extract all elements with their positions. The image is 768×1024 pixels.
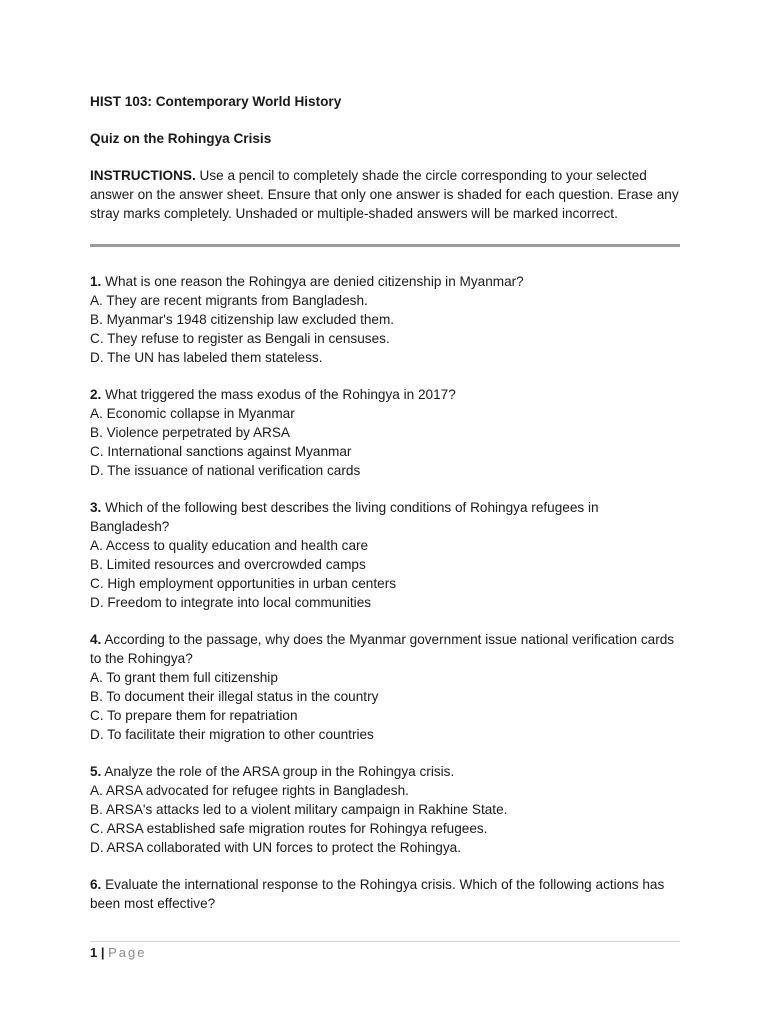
page-footer (90, 944, 147, 962)
answer-option-a: A. Access to quality education and health care (90, 538, 369, 553)
question-number: 4. (90, 632, 102, 647)
question-4 (90, 630, 680, 744)
question-number: 3. (90, 500, 102, 515)
question-6 (90, 875, 680, 913)
quiz-title: Quiz on the Rohingya Crisis (90, 131, 272, 146)
question-stem (90, 272, 680, 291)
question-text: Which of the following best describes the living conditions of Rohingya refugees in Bangladesh? (90, 500, 599, 534)
answer-option-a: A. To grant them full citizenship (90, 670, 278, 685)
answer-option-b: B. Myanmar's 1948 citizenship law excluded them. (90, 312, 395, 327)
question-stem (90, 762, 680, 781)
answer-option-c: C. High employment opportunities in urban centers (90, 576, 397, 591)
question-number: 6. (90, 877, 102, 892)
question-stem (90, 385, 680, 404)
instructions-paragraph (90, 166, 680, 223)
answer-option-a: A. ARSA advocated for refugee rights in Bangladesh. (90, 783, 409, 798)
question-text: According to the passage, why does the Myanmar government issue national verification cards to the Rohingya? (90, 632, 675, 666)
answer-option-c: C. International sanctions against Myanmar (90, 444, 352, 459)
question-text: Analyze the role of the ARSA group in the Rohingya crisis. (101, 764, 455, 779)
answer-option-b: B. To document their illegal status in the country (90, 689, 379, 704)
question-3 (90, 498, 680, 612)
instructions-label: INSTRUCTIONS. (90, 168, 196, 183)
answer-option-d: D. ARSA collaborated with UN forces to protect the Rohingya. (90, 840, 461, 855)
header-divider (90, 244, 680, 247)
question-number: 1. (90, 274, 102, 289)
question-text: What triggered the mass exodus of the Rohingya in 2017? (101, 387, 456, 402)
answer-option-d: D. To facilitate their migration to other countries (90, 727, 374, 742)
question-2 (90, 385, 680, 480)
footer-divider (90, 941, 680, 942)
question-text: Evaluate the international response to the Rohingya crisis. Which of the following actions has been most effective? (90, 877, 665, 911)
page-separator: | (100, 945, 105, 960)
question-list (90, 272, 680, 913)
answer-option-b: B. ARSA's attacks led to a violent military campaign in Rakhine State. (90, 802, 508, 817)
question-stem (90, 630, 680, 668)
question-1 (90, 272, 680, 367)
document-page (90, 92, 680, 931)
page-number: 1 (90, 945, 98, 960)
answer-option-d: D. Freedom to integrate into local communities (90, 595, 372, 610)
course-title: HIST 103: Contemporary World History (90, 94, 342, 109)
question-stem (90, 498, 680, 536)
answer-option-b: B. Violence perpetrated by ARSA (90, 425, 291, 440)
question-5 (90, 762, 680, 857)
question-text: What is one reason the Rohingya are denied citizenship in Myanmar? (101, 274, 524, 289)
answer-option-c: C. ARSA established safe migration routes for Rohingya refugees. (90, 821, 488, 836)
question-number: 5. (90, 764, 102, 779)
page-label: Page (108, 945, 147, 960)
answer-option-d: D. The issuance of national verification cards (90, 463, 361, 478)
answer-option-c: C. They refuse to register as Bengali in censuses. (90, 331, 390, 346)
question-stem (90, 875, 680, 913)
answer-option-a: A. Economic collapse in Myanmar (90, 406, 295, 421)
answer-option-c: C. To prepare them for repatriation (90, 708, 298, 723)
question-number: 2. (90, 387, 102, 402)
answer-option-a: A. They are recent migrants from Bangladesh. (90, 293, 368, 308)
answer-option-d: D. The UN has labeled them stateless. (90, 350, 323, 365)
instructions-text: Use a pencil to completely shade the circle corresponding to your selected answer on the answer sheet. Ensure that only one answer is shaded for each question. Erase any stray marks completely. Unshaded or multiple-shaded answers will be marked incorrect. (90, 168, 679, 221)
answer-option-b: B. Limited resources and overcrowded camps (90, 557, 366, 572)
